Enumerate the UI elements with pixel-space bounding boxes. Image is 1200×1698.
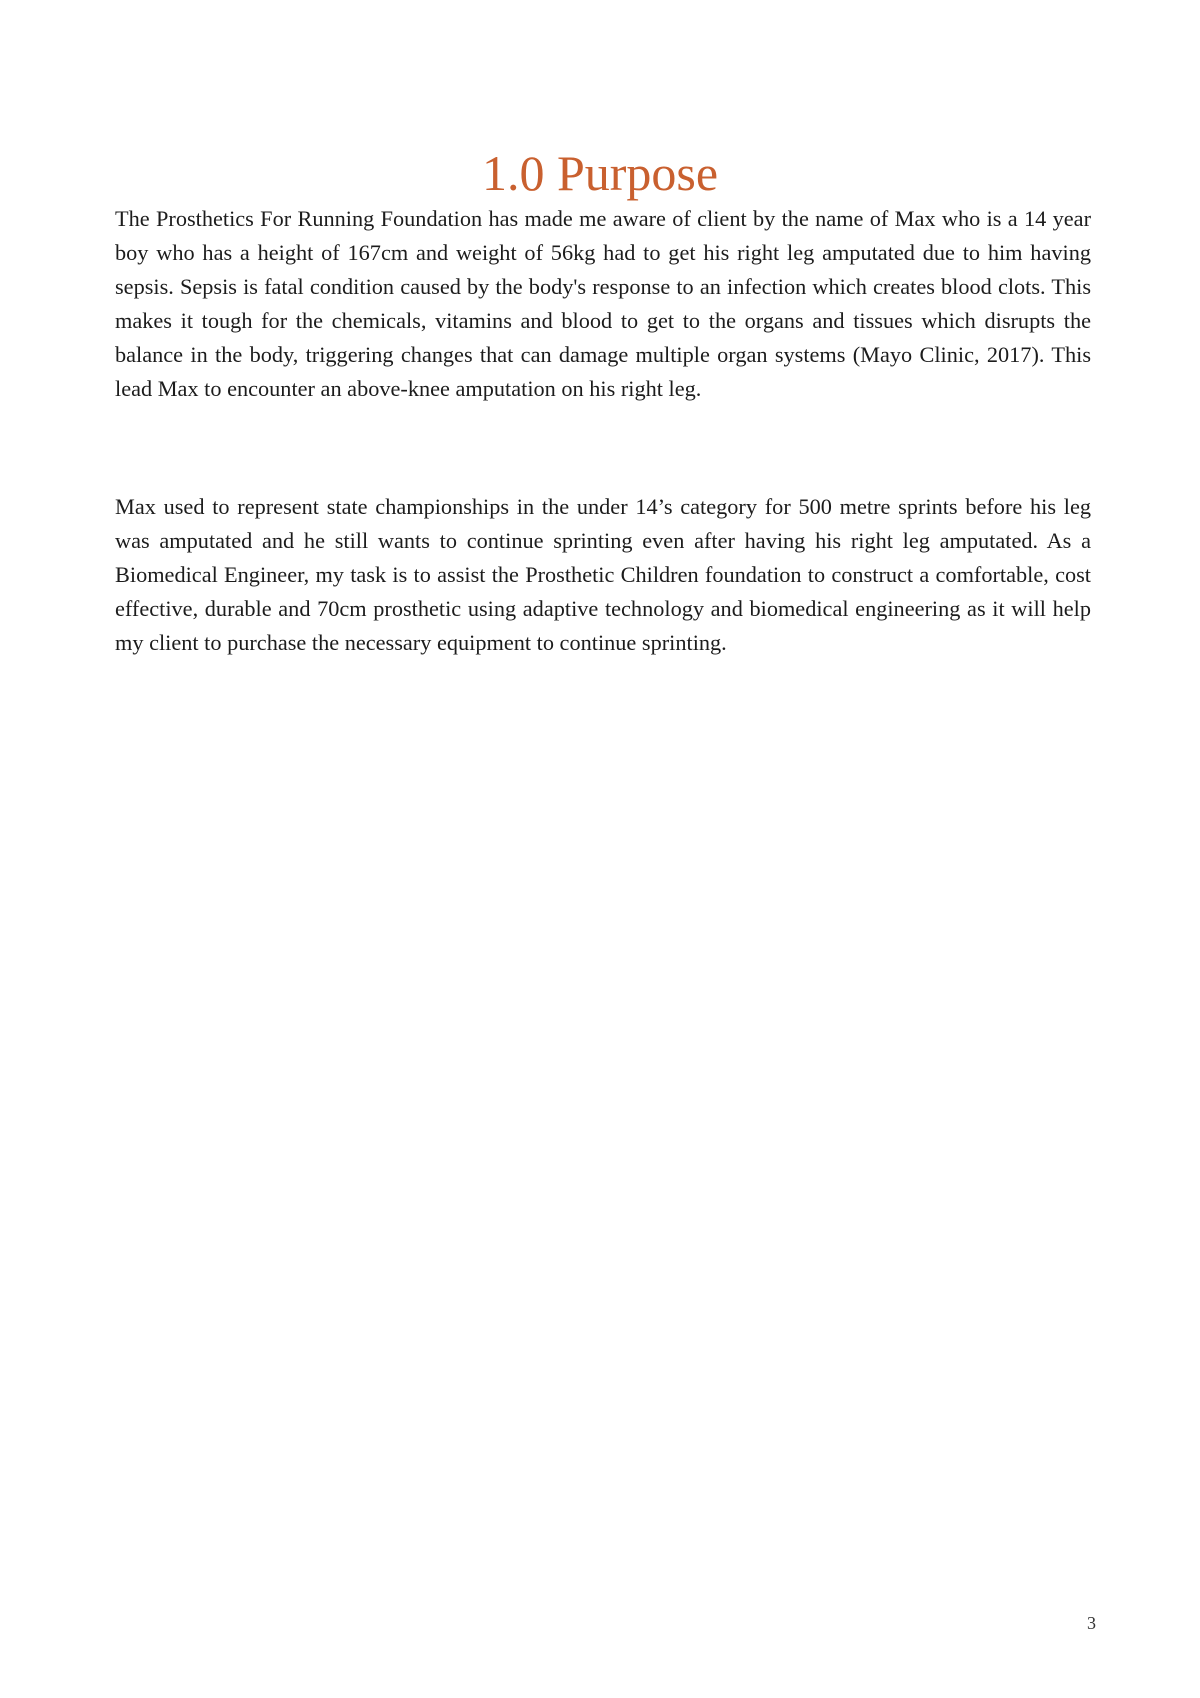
body-paragraph-1: The Prosthetics For Running Foundation has made me aware of client by the name of Max who is a 14 year boy who has a height of 167cm and weight of 56kg had to get his right leg amputated due to him having sepsis. Sepsis is fatal condition caused by the body's response to an infection which creates blood clots. This makes it tough for the chemicals, vitamins and blood to get to the organs and tissues which disrupts the balance in the body, triggering changes that can damage multiple organ systems (Mayo Clinic, 2017). This lead Max to encounter an above-knee amputation on his right leg. [115,206,1091,401]
body-paragraph-2: Max used to represent state championships in the under 14’s category for 500 metre sprints before his leg was amputated and he still wants to continue sprinting even after having his right leg amputated. As a Biomedical Engineer, my task is to assist the Prosthetic Children foundation to construct a comfortable, cost effective, durable and 70cm prosthetic using adaptive technology and biomedical engineering as it will help my client to purchase the necessary equipment to continue sprinting. [115,494,1091,655]
page-number: 3 [1087,1613,1096,1633]
section-heading: 1.0 Purpose [481,145,719,201]
